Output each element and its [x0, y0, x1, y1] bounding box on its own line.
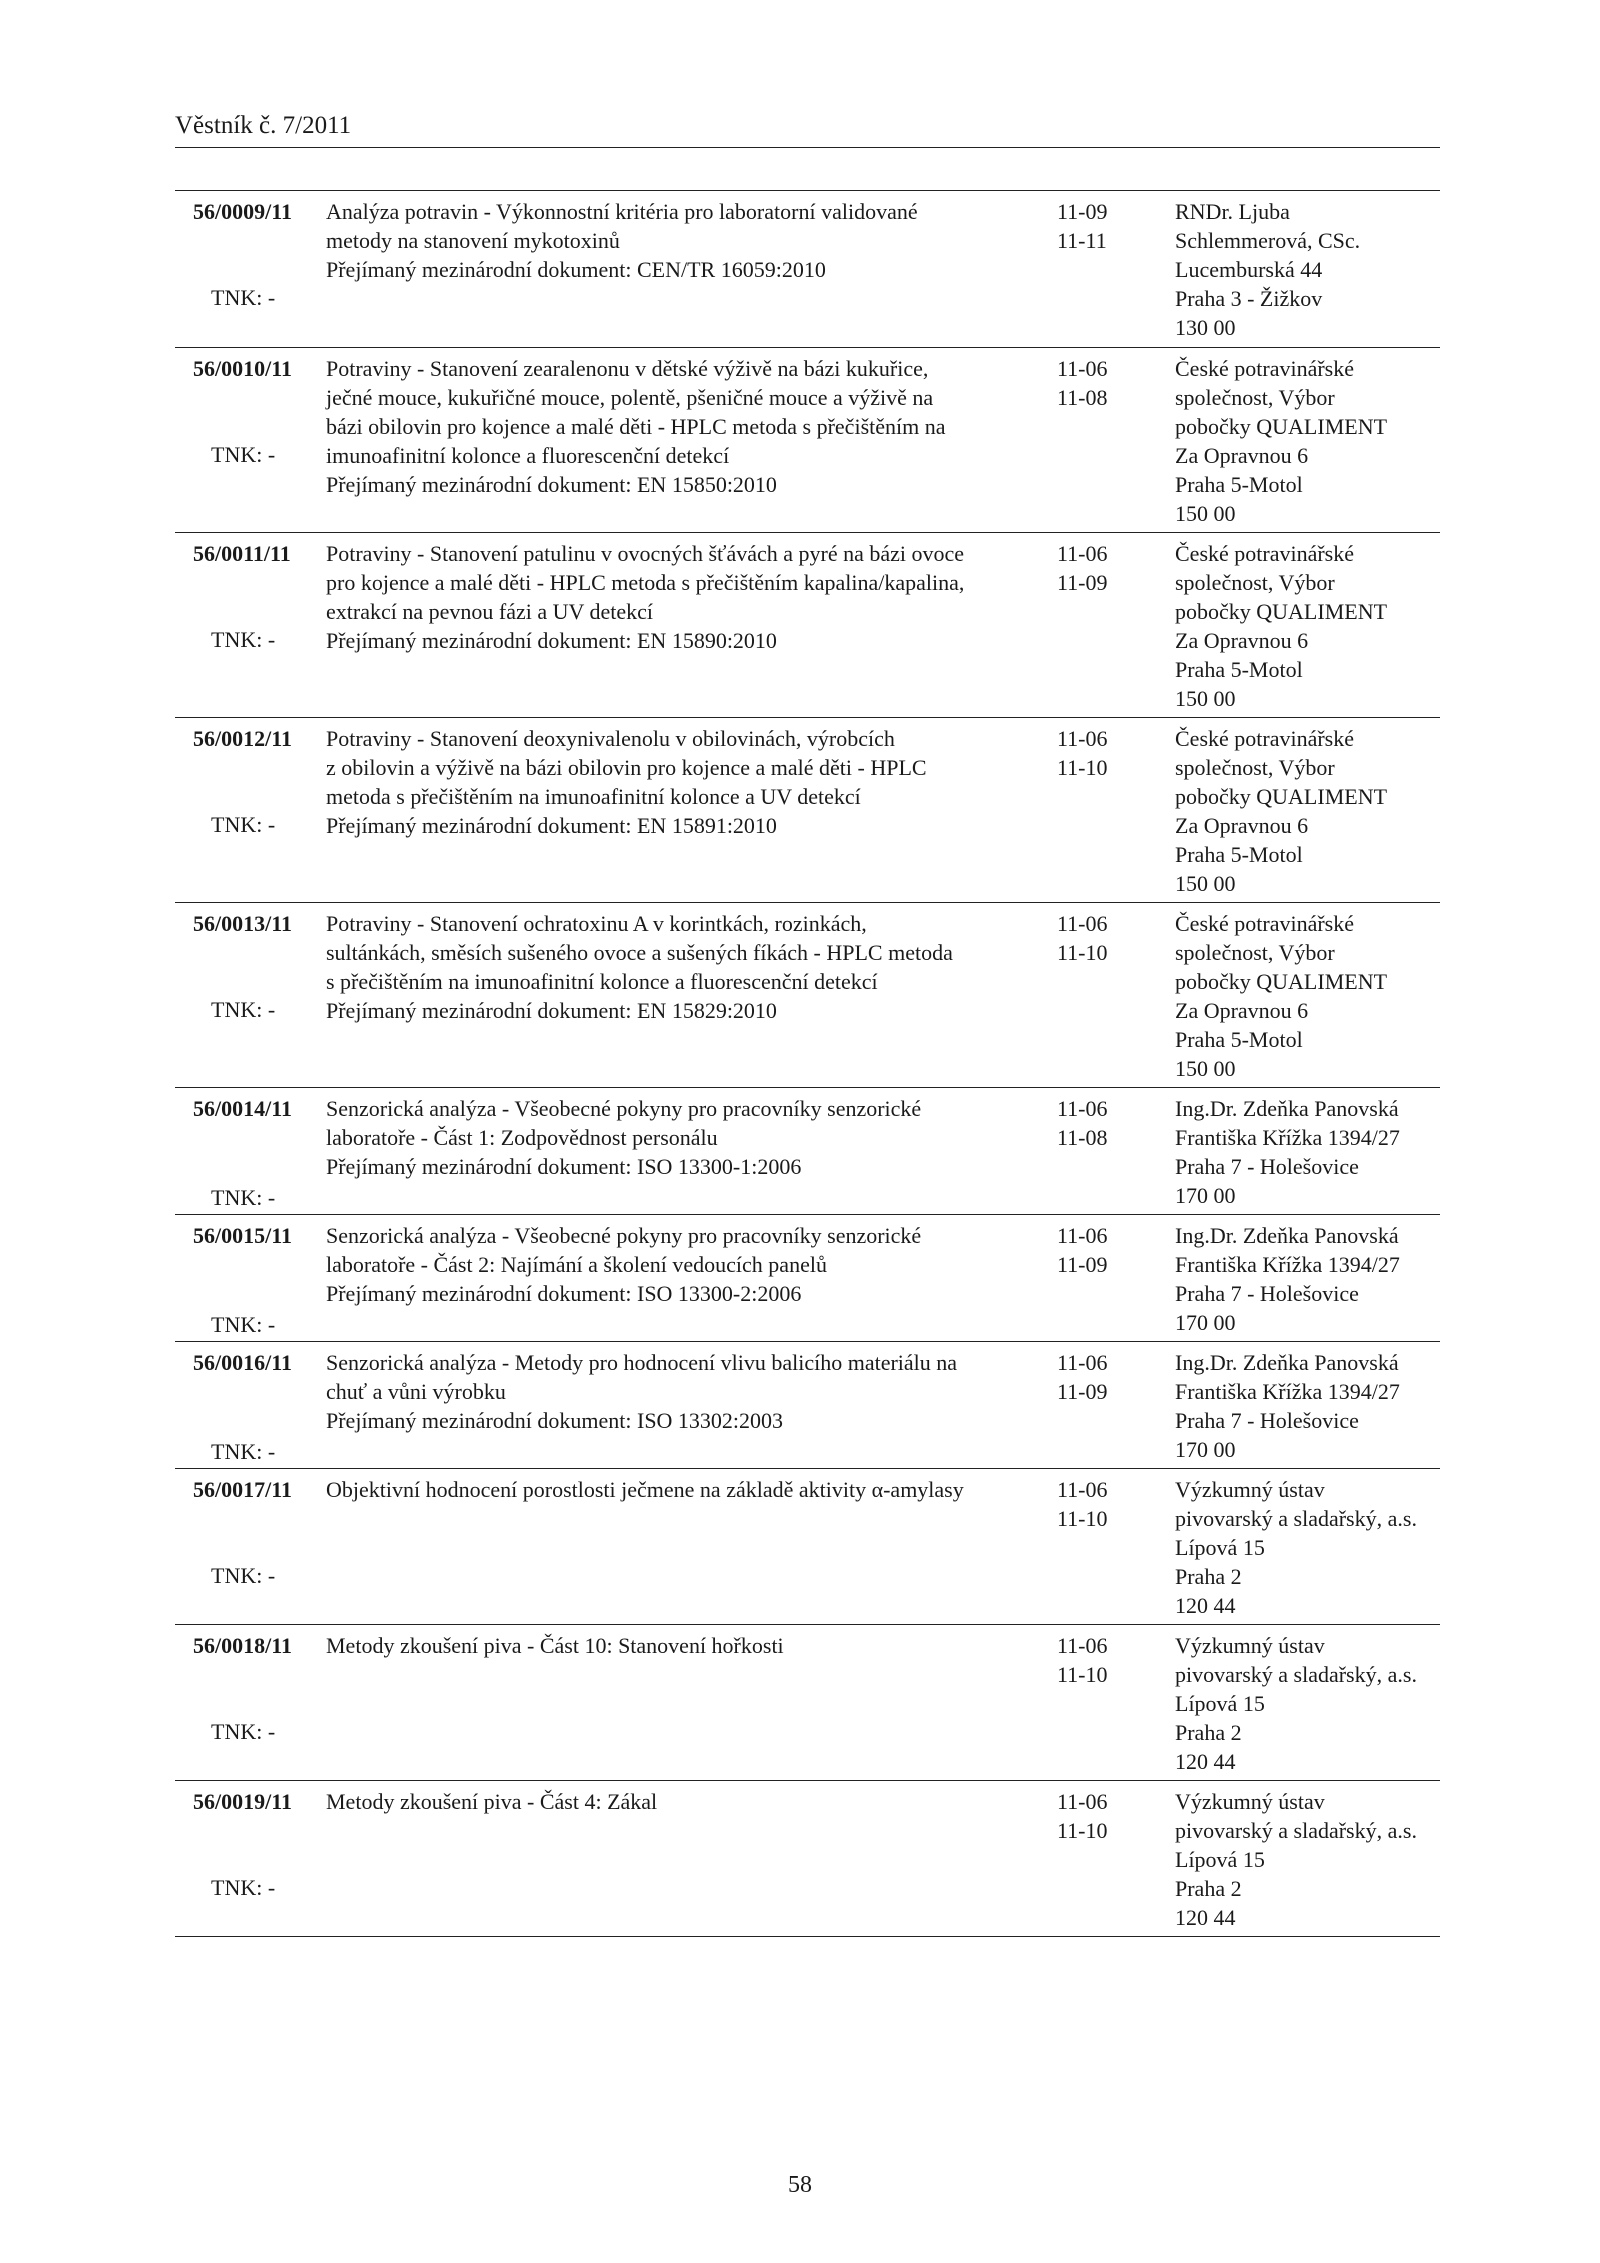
date-value: 11-06	[1057, 1350, 1108, 1375]
address-line: 120 44	[1175, 1905, 1236, 1930]
table-row	[175, 191, 1440, 348]
processor-address	[1175, 197, 1440, 342]
title-line: laboratoře - Část 1: Zodpovědnost personálu	[326, 1125, 718, 1150]
processor-address	[1175, 539, 1440, 713]
entry-title	[326, 909, 1046, 1025]
journal-header: Věstník č. 7/2011	[175, 112, 352, 139]
date-value: 11-09	[1057, 199, 1108, 224]
entry-title	[326, 197, 1046, 284]
entry-dates	[1057, 1094, 1108, 1152]
address-line: Lípová 15	[1175, 1691, 1265, 1716]
page-number: 58	[788, 2172, 812, 2198]
entry-id: 56/0017/11	[193, 1477, 293, 1502]
entry-title	[326, 539, 1046, 655]
title-line: Potraviny - Stanovení patulinu v ovocných šťávách a pyré na bázi ovoce	[326, 541, 965, 566]
standards-table	[175, 190, 1440, 1937]
entry-title	[326, 1094, 1046, 1181]
date-value: 11-06	[1057, 1096, 1108, 1121]
address-line: Praha 7 - Holešovice	[1175, 1281, 1359, 1306]
address-line: Schlemmerová, CSc.	[1175, 228, 1361, 253]
address-line: 130 00	[1175, 315, 1236, 340]
title-line: ječné mouce, kukuřičné mouce, polentě, pšeničné mouce a výživě na	[326, 385, 934, 410]
date-value: 11-10	[1057, 1818, 1108, 1843]
address-line: společnost, Výbor	[1175, 755, 1335, 780]
entry-id: 56/0015/11	[193, 1223, 293, 1248]
address-line: Ing.Dr. Zdeňka Panovská	[1175, 1096, 1399, 1121]
processor-address	[1175, 1221, 1440, 1337]
address-line: Praha 5-Motol	[1175, 842, 1303, 867]
processor-address	[1175, 1631, 1440, 1776]
entry-id: 56/0019/11	[193, 1789, 293, 1814]
address-line: pivovarský a sladařský, a.s.	[1175, 1818, 1417, 1843]
address-line: Lucemburská 44	[1175, 257, 1323, 282]
date-value: 11-11	[1057, 228, 1107, 253]
address-line: Praha 5-Motol	[1175, 657, 1303, 682]
title-line: metoda s přečištěním na imunoafinitní kolonce a UV detekcí	[326, 784, 861, 809]
date-value: 11-09	[1057, 1252, 1108, 1277]
tnk-label: TNK: -	[211, 1563, 276, 1588]
date-value: 11-10	[1057, 755, 1108, 780]
tnk-label: TNK: -	[211, 1185, 276, 1210]
address-line: Františka Křížka 1394/27	[1175, 1252, 1400, 1277]
title-line: chuť a vůni výrobku	[326, 1379, 506, 1404]
entry-id: 56/0010/11	[193, 356, 293, 381]
address-line: Ing.Dr. Zdeňka Panovská	[1175, 1350, 1399, 1375]
date-value: 11-09	[1057, 570, 1108, 595]
date-value: 11-09	[1057, 1379, 1108, 1404]
address-line: Praha 3 - Žižkov	[1175, 286, 1323, 311]
entry-title	[326, 1631, 1046, 1660]
address-line: pobočky QUALIMENT	[1175, 599, 1388, 624]
entry-dates	[1057, 197, 1108, 255]
entry-id: 56/0013/11	[193, 911, 293, 936]
title-line: Senzorická analýza - Metody pro hodnocení vlivu balicího materiálu na	[326, 1350, 958, 1375]
entry-title	[326, 1475, 1046, 1504]
address-line: Praha 5-Motol	[1175, 1027, 1303, 1052]
title-line: Analýza potravin - Výkonnostní kritéria pro laboratorní validované	[326, 199, 918, 224]
entry-dates	[1057, 909, 1108, 967]
address-line: Za Opravnou 6	[1175, 443, 1309, 468]
address-line: Výzkumný ústav	[1175, 1477, 1325, 1502]
address-line: pobočky QUALIMENT	[1175, 969, 1388, 994]
title-line: z obilovin a výživě na bázi obilovin pro kojence a malé děti - HPLC	[326, 755, 927, 780]
table-row	[175, 903, 1440, 1088]
date-value: 11-06	[1057, 1633, 1108, 1658]
address-line: 150 00	[1175, 686, 1236, 711]
entry-dates	[1057, 539, 1108, 597]
entry-dates	[1057, 1475, 1108, 1533]
title-line: laboratoře - Část 2: Najímání a školení vedoucích panelů	[326, 1252, 827, 1277]
title-line: Potraviny - Stanovení zearalenonu v dětské výživě na bázi kukuřice,	[326, 356, 929, 381]
tnk-label: TNK: -	[211, 812, 276, 837]
title-line: Potraviny - Stanovení ochratoxinu A v korintkách, rozinkách,	[326, 911, 867, 936]
title-line: Senzorická analýza - Všeobecné pokyny pro pracovníky senzorické	[326, 1223, 922, 1248]
title-line: Objektivní hodnocení porostlosti ječmene na základě aktivity α-amylasy	[326, 1477, 964, 1502]
address-line: společnost, Výbor	[1175, 385, 1335, 410]
title-line: extrakcí na pevnou fázi a UV detekcí	[326, 599, 654, 624]
address-line: Za Opravnou 6	[1175, 813, 1309, 838]
entry-id: 56/0011/11	[193, 541, 291, 566]
address-line: České potravinářské	[1175, 726, 1354, 751]
title-line: Přejímaný mezinárodní dokument: EN 15890:2010	[326, 628, 777, 653]
entry-title	[326, 1787, 1046, 1816]
table-row	[175, 1088, 1440, 1215]
address-line: Výzkumný ústav	[1175, 1789, 1325, 1814]
title-line: bázi obilovin pro kojence a malé děti - HPLC metoda s přečištěním na	[326, 414, 946, 439]
tnk-label: TNK: -	[211, 442, 276, 467]
processor-address	[1175, 1475, 1440, 1620]
processor-address	[1175, 909, 1440, 1083]
date-value: 11-10	[1057, 940, 1108, 965]
tnk-label: TNK: -	[211, 1719, 276, 1744]
date-value: 11-06	[1057, 1223, 1108, 1248]
entry-title	[326, 1348, 1046, 1435]
address-line: Lípová 15	[1175, 1847, 1265, 1872]
entry-title	[326, 724, 1046, 840]
address-line: 150 00	[1175, 871, 1236, 896]
title-line: Přejímaný mezinárodní dokument: EN 15891:2010	[326, 813, 777, 838]
processor-address	[1175, 354, 1440, 528]
table-row	[175, 1781, 1440, 1937]
date-value: 11-08	[1057, 1125, 1108, 1150]
date-value: 11-06	[1057, 1477, 1108, 1502]
title-line: pro kojence a malé děti - HPLC metoda s přečištěním kapalina/kapalina,	[326, 570, 965, 595]
address-line: 170 00	[1175, 1437, 1236, 1462]
date-value: 11-06	[1057, 356, 1108, 381]
entry-dates	[1057, 354, 1108, 412]
entry-dates	[1057, 1221, 1108, 1279]
address-line: 170 00	[1175, 1183, 1236, 1208]
address-line: společnost, Výbor	[1175, 940, 1335, 965]
tnk-label: TNK: -	[211, 1439, 276, 1464]
title-line: Metody zkoušení piva - Část 10: Stanovení hořkosti	[326, 1633, 784, 1658]
address-line: Za Opravnou 6	[1175, 628, 1309, 653]
entry-dates	[1057, 1631, 1108, 1689]
date-value: 11-08	[1057, 385, 1108, 410]
address-line: společnost, Výbor	[1175, 570, 1335, 595]
address-line: Františka Křížka 1394/27	[1175, 1379, 1400, 1404]
address-line: České potravinářské	[1175, 356, 1354, 381]
title-line: Přejímaný mezinárodní dokument: ISO 13300-2:2006	[326, 1281, 802, 1306]
entry-dates	[1057, 1348, 1108, 1406]
entry-id: 56/0009/11	[193, 199, 293, 224]
address-line: RNDr. Ljuba	[1175, 199, 1290, 224]
date-value: 11-10	[1057, 1506, 1108, 1531]
address-line: pobočky QUALIMENT	[1175, 784, 1388, 809]
table-row	[175, 348, 1440, 533]
address-line: Praha 7 - Holešovice	[1175, 1154, 1359, 1179]
date-value: 11-06	[1057, 541, 1108, 566]
address-line: 150 00	[1175, 1056, 1236, 1081]
address-line: pivovarský a sladařský, a.s.	[1175, 1662, 1417, 1687]
tnk-label: TNK: -	[211, 1312, 276, 1337]
entry-dates	[1057, 724, 1108, 782]
address-line: Praha 2	[1175, 1564, 1242, 1589]
title-line: Senzorická analýza - Všeobecné pokyny pro pracovníky senzorické	[326, 1096, 922, 1121]
address-line: Praha 2	[1175, 1720, 1242, 1745]
address-line: pobočky QUALIMENT	[1175, 414, 1388, 439]
address-line: Výzkumný ústav	[1175, 1633, 1325, 1658]
date-value: 11-06	[1057, 726, 1108, 751]
address-line: 150 00	[1175, 501, 1236, 526]
entry-title	[326, 1221, 1046, 1308]
entry-id: 56/0014/11	[193, 1096, 293, 1121]
entry-id: 56/0016/11	[193, 1350, 293, 1375]
address-line: Františka Křížka 1394/27	[1175, 1125, 1400, 1150]
table-row	[175, 1342, 1440, 1469]
address-line: Lípová 15	[1175, 1535, 1265, 1560]
processor-address	[1175, 1348, 1440, 1464]
table-row	[175, 533, 1440, 718]
title-line: Přejímaný mezinárodní dokument: ISO 13300-1:2006	[326, 1154, 802, 1179]
address-line: Za Opravnou 6	[1175, 998, 1309, 1023]
entry-dates	[1057, 1787, 1108, 1845]
entry-id: 56/0012/11	[193, 726, 293, 751]
date-value: 11-06	[1057, 1789, 1108, 1814]
title-line: imunoafinitní kolonce a fluorescenční detekcí	[326, 443, 730, 468]
entry-title	[326, 354, 1046, 499]
address-line: Praha 2	[1175, 1876, 1242, 1901]
header-divider	[175, 147, 1440, 148]
table-row	[175, 1215, 1440, 1342]
entry-id: 56/0018/11	[193, 1633, 293, 1658]
title-line: Přejímaný mezinárodní dokument: ISO 13302:2003	[326, 1408, 784, 1433]
tnk-label: TNK: -	[211, 627, 276, 652]
table-row	[175, 1469, 1440, 1625]
table-row	[175, 718, 1440, 903]
processor-address	[1175, 724, 1440, 898]
title-line: sultánkách, směsích sušeného ovoce a sušených fíkách - HPLC metoda	[326, 940, 953, 965]
title-line: Přejímaný mezinárodní dokument: EN 15850:2010	[326, 472, 777, 497]
title-line: s přečištěním na imunoafinitní kolonce a fluorescenční detekcí	[326, 969, 878, 994]
tnk-label: TNK: -	[211, 1875, 276, 1900]
title-line: Přejímaný mezinárodní dokument: CEN/TR 16059:2010	[326, 257, 826, 282]
address-line: Praha 7 - Holešovice	[1175, 1408, 1359, 1433]
title-line: Potraviny - Stanovení deoxynivalenolu v obilovinách, výrobcích	[326, 726, 895, 751]
processor-address	[1175, 1787, 1440, 1932]
address-line: 170 00	[1175, 1310, 1236, 1335]
address-line: 120 44	[1175, 1593, 1236, 1618]
title-line: Přejímaný mezinárodní dokument: EN 15829:2010	[326, 998, 777, 1023]
address-line: Praha 5-Motol	[1175, 472, 1303, 497]
date-value: 11-10	[1057, 1662, 1108, 1687]
address-line: pivovarský a sladařský, a.s.	[1175, 1506, 1417, 1531]
title-line: Metody zkoušení piva - Část 4: Zákal	[326, 1789, 658, 1814]
title-line: metody na stanovení mykotoxinů	[326, 228, 620, 253]
address-line: Ing.Dr. Zdeňka Panovská	[1175, 1223, 1399, 1248]
date-value: 11-06	[1057, 911, 1108, 936]
address-line: České potravinářské	[1175, 911, 1354, 936]
address-line: České potravinářské	[1175, 541, 1354, 566]
address-line: 120 44	[1175, 1749, 1236, 1774]
tnk-label: TNK: -	[211, 285, 276, 310]
processor-address	[1175, 1094, 1440, 1210]
table-row	[175, 1625, 1440, 1781]
tnk-label: TNK: -	[211, 997, 276, 1022]
